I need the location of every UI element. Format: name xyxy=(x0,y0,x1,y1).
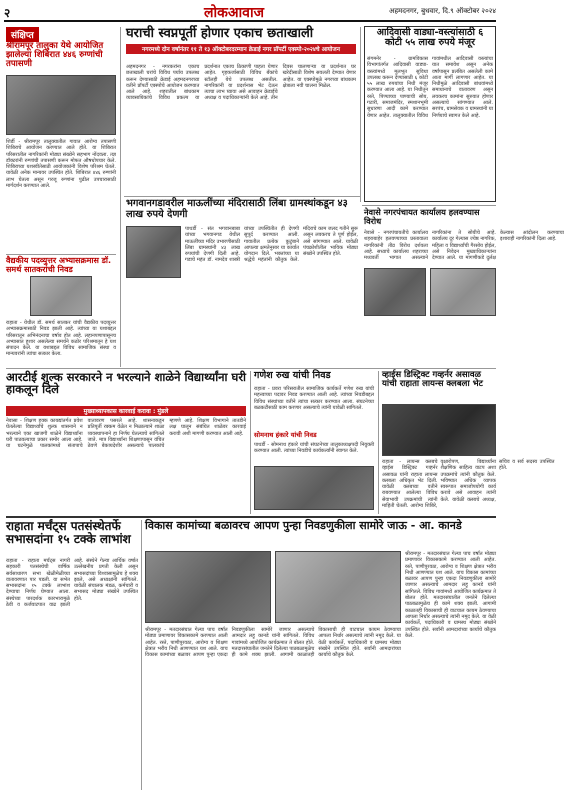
bottom-right-body-side xyxy=(405,551,496,790)
rte-callout: मुख्याध्यापकास कारवाई करावा : मुंडले xyxy=(6,406,246,416)
center-low-subhead: सोमनाथ हंकारे यांची निवड xyxy=(254,431,317,439)
page-number: २ xyxy=(4,6,11,20)
center-top-deck: नगरमध्ये दोन वर्षानंतर ११ ते १३ ऑक्टोबरदरम्यान क्रेडाई नगर प्रॉपर्टी एक्स्पो-२०२४चे आयोजन xyxy=(126,44,356,54)
left-story2-body: राहाता - येथील डॉ. समर्थ सातकर यांची वैद्यकीय पदव्युत्तर अभ्यासक्रमासाठी निवड झाली आहे. त्यांच्या या यशाबद्दल परिसरातून अभिनंदनाचा वर्षाव होत आहे. लहानपणापासूनच अभ्यासात हुशार असलेल्या समर्थने कठोर परिश्रमातून हे यश संपादन केले. या यशाबद्दल विविध सामाजिक संस्था व मान्यवरांनी त्यांचा सत्कार केला. xyxy=(6,320,116,358)
center-mid-body: पाथर्डी - संत भगवानबाबा यांच्या भगवानगड येथील माऊलींच्या मंदिर उभारणीसाठी लिंबा ग्रामस्थांनी ४३ लाख रुपयांची देणगी दिली आहे. गडाचे महंत डॉ. नामदेव शास्त्री यांच्या उपस्थितीत ही देणगी सुपूर्द करण्यात आली. गावातील प्रत्येक कुटुंबाने आपल्या क्षमतेनुसार या कार्यात योगदान दिले. भक्तांच्या या श्रद्धेचे महंतांनी कौतुक केले. मंदिराचे काम जलद गतीने सुरू असून लवकरच ते पूर्ण होईल, असे सांगण्यात आले. यावेळी पंचक्रोशीतील भाविक मोठ्या संख्येने उपस्थित होते. xyxy=(185,226,358,264)
center-top-body: अहमदनगर - नगरकरांना एकाच छताखाली घरांचे विविध पर्याय उपलब्ध करून देण्यासाठी क्रेडाई अहमदनगरच्या वतीने प्रॉपर्टी एक्स्पोचे आयोजन करण्यात आले आहे. शहरातील बांधकाम व्यावसायिकांचे विविध प्रकल्प या प्रदर्शनात एकाच ठिकाणी पाहता येणार आहेत. गृहकर्जासाठी विविध बँकांचे स्टॉलही येथे उपलब्ध असतील. नागरिकांनी या प्रदर्शनास भेट देऊन त्याचा लाभ घ्यावा असे आवाहन क्रेडाईचे अध्यक्ष व पदाधिकाऱ्यांनी केले आहे. तीन दिवस चालणाऱ्या या प्रदर्शनात घर खरेदीसाठी विशेष सवलती देण्यात येणार आहेत. या एक्स्पोमुळे नगरच्या बांधकाम क्षेत्राला नवी चालना मिळेल. xyxy=(126,64,356,102)
center-low-body: राहाता - प्रवरा परिसरातील सामाजिक कार्यकर्ते गणेश रुख यांची महत्त्वाच्या पदावर निवड करण्यात आली आहे. त्यांच्या निवडीबद्दल विविध संस्थांच्या वतीने त्यांचा सत्कार करण्यात आला. संघटनेच्या बळकटीसाठी काम करणार असल्याचे त्यांनी यावेळी सांगितले. xyxy=(254,386,374,411)
left-story2-photo xyxy=(30,276,92,316)
newspaper-brand: लोकआवाज xyxy=(204,5,264,21)
center-mid-headline: भगवानगडावरील माऊलींच्या मंदिरासाठी लिंबा ग्रामस्थांकडून ४३ लाख रुपये देणगी xyxy=(126,198,348,220)
right-low-photo xyxy=(382,404,496,456)
center-low-photo xyxy=(254,466,374,510)
bottom-right-photo xyxy=(145,551,271,623)
right-low-body: राहाता - लायन्स क्लबचे व्हाईस डिस्ट्रिक्ट गव्हर्नर असावळ यांनी राहाता लायन्स क्लबला अधिकृत भेट दिली. यावेळी क्लबच्या वतीने राबवण्यात आलेल्या विविध सेवाभावी उपक्रमांची त्यांनी माहिती घेतली. आरोग्य शिबिरे, वृक्षारोपण, विद्यार्थ्यांना शैक्षणिक साहित्य वाटप अशा उपक्रमांचे त्यांनी कौतुक केले. भविष्यात अधिक व्यापक स्वरूपात समाजोपयोगी कार्य करावे असे आवाहन त्यांनी केले. यावेळी क्लबचे अध्यक्ष, सचिव व सर्व सदस्य उपस्थित होते. xyxy=(382,459,555,510)
center-top-headline: घराची स्वप्नपूर्ती होणार एकाच छताखाली xyxy=(126,26,314,41)
rte-headline: आरटीई शुल्क सरकारने न भरल्याने शाळेने विद्यार्थ्यांना घरी हाकलून दिले xyxy=(6,370,247,397)
right-low-headline: व्हाईस डिस्ट्रिक्ट गव्हर्नर असावळ यांची राहाता लायन्स क्लबला भेट xyxy=(382,370,483,390)
right-mid-photo-2 xyxy=(430,268,496,316)
left-story1-headline: श्रीरामपूर तालुका येथे आयोजित झालेल्या शिबिरात ४४६ रुग्णांची तपासणी xyxy=(6,41,104,70)
right-mid-body: नेवासे - नगरपंचायतीचे कार्यालय शहराबाहेर हलवण्याच्या प्रस्तावाला नागरिकांनी तीव्र विरोध दर्शवला आहे. सध्याचे कार्यालय शहराच्या मध्यवर्ती भागात असल्याने नागरिकांना ते सोयीचे आहे. कार्यालय दूर गेल्यास ज्येष्ठ नागरिक, महिला व विद्यार्थ्यांची गैरसोय होईल, असे निवेदन मुख्याधिकाऱ्यांना देण्यात आले. या मागणीकडे दुर्लक्ष केल्यास आंदोलन करण्याचा इशाराही नागरिकांनी दिला आहे. xyxy=(364,230,564,262)
center-low-headline: गणेश रुख यांची निवड xyxy=(254,370,331,381)
left-story1-body: शिर्डी - श्रीरामपूर तालुक्यातील गावात आरोग्य तपासणी शिबिराचे आयोजन करण्यात आले होते. या शिबिरात परिसरातील नागरिकांनी मोठ्या संख्येने सहभाग नोंदवला. तज्ञ डॉक्टरांनी रुग्णांची तपासणी करून मोफत औषधोपचार केले. शिबिराच्या यशस्वीतेसाठी आयोजकांनी विशेष परिश्रम घेतले. यावेळी अनेक मान्यवर उपस्थित होते. शिबिरात ४४६ रुग्णांनी लाभ घेतला असून गरजू रुग्णांना पुढील उपचारासाठी मार्गदर्शन करण्यात आले. xyxy=(6,139,116,190)
center-low-body-2: पाथर्डी - सोमनाथ हंकारे यांची संघटनेच्या तालुकाध्यक्षपदी नियुक्ती करण्यात आली. त्यांच्या निवडीचे कार्यकर्त्यांनी स्वागत केले. xyxy=(254,442,374,455)
bottom-left-body: राहाता - राहाता मर्चंट्स नागरी सहकारी पतसंस्थेची वार्षिक सर्वसाधारण सभा खेळीमेळीच्या वातावरणात पार पडली. या सभेत सभासदांना १५ टक्के लाभांश देण्याचा निर्णय घेण्यात आला. संस्थेच्या पारदर्शक कारभारामुळे ठेवी व कर्जवाटपात वाढ झाली आहे. संस्थेने गेल्या आर्थिक वर्षात उल्लेखनीय प्रगती केली असून सभासदांच्या विश्वासामुळेच हे शक्य झाले, असे अध्यक्षांनी सांगितले. यावेळी संचालक मंडळ, कर्मचारी व सभासद मोठ्या संख्येने उपस्थित होते. xyxy=(6,558,138,609)
bottom-right-side-text: श्रीरामपूर - मतदारसंघात गेल्या पाच वर्षांत मोठ्या प्रमाणावर विकासकामे करण्यात आली आहेत. रस्ते, पाणीपुरवठा, आरोग्य व शिक्षण क्षेत्रात भरीव निधी आणण्यात यश आले. याच विकास कामांच्या बळावर आपण पुन्हा एकदा निवडणुकीला सामोरे जाणार असल्याचे आमदार लहू कानडे यांनी सांगितले. विविध गावांमध्ये आयोजित कार्यक्रमात ते बोलत होते. मतदारसंघातील जनतेने दिलेल्या पाठबळामुळेच ही कामे शक्य झाली. आगामी काळातही विकासाची ही वाटचाल कायम ठेवण्याचा आपला निर्धार असल्याचे त्यांनी नमूद केले. या वेळी कार्यकर्ते, पदाधिकारी व ग्रामस्थ मोठ्या संख्येने उपस्थित होते. सर्वांनी आमदारांच्या कार्याचे कौतुक केले. xyxy=(405,551,496,639)
rte-body: नेवासा - शिक्षण हक्क कायद्यांतर्गत प्रवेश घेतलेल्या विद्यार्थ्यांचे शुल्क शासनाने न भरल्याने एका खाजगी शाळेने विद्यार्थ्यांना घरी पाठवल्याचा प्रकार समोर आला आहे. या घटनेमुळे पालकांमध्ये संतापाचे वातावरण पसरले आहे. शासनाकडून प्रतिपूर्ती रक्कम वेळेत न मिळाल्याने शाळा व्यवस्थापनाने हा निर्णय घेतल्याचे सांगितले जाते. मात्र विद्यार्थ्यांना शिक्षणापासून वंचित ठेवणे बेकायदेशीर असल्याचे पालकांचे म्हणणे आहे. शिक्षण विभागाने तातडीने लक्ष घालून संबंधित शाळेवर कारवाई करावी अशी मागणी करण्यात आली आहे. xyxy=(6,418,246,450)
bottom-right-headline: विकास कामांच्या बळावरच आपण पुन्हा निवडणुकीला सामोरे जाऊ - आ. कानडे xyxy=(145,519,462,532)
right-top-body: संगमनेर - ग्रामविकास विभागांतर्गत आदिवासी वाड्या-वस्त्यांमध्ये मूलभूत सुविधा उपलब्ध करून देण्यासाठी ६ कोटी ५५ लाख रुपयांचा निधी मंजूर करण्यात आला आहे. या निधीतून रस्ते, पिण्याच्या पाण्याची सोय, गटारी, समाजमंदिर, स्मशानभूमी सुधारणा आदी कामे करण्यात येणार आहेत. तालुक्यातील विविध गावांमधील आदिवासी वस्त्यांचा यात समावेश असून अनेक वर्षांपासून प्रलंबित असलेली कामे आता मार्गी लागणार आहेत. या निधीमुळे आदिवासी बांधवांमध्ये समाधानाचे वातावरण असून लवकरच कामांना सुरुवात होणार असल्याचे सांगण्यात आले. सरपंच, ग्रामसेवक व ग्रामस्थांनी या निर्णयाचे स्वागत केले आहे. xyxy=(367,56,493,119)
right-mid-photo xyxy=(364,268,426,316)
bottom-right-body: श्रीरामपूर - मतदारसंघात गेल्या पाच वर्षांत मोठ्या प्रमाणावर विकासकामे करण्यात आली आहेत. रस्ते, पाणीपुरवठा, आरोग्य व शिक्षण क्षेत्रात भरीव निधी आणण्यात यश आले. याच विकास कामांच्या बळावर आपण पुन्हा एकदा निवडणुकीला सामोरे जाणार असल्याचे आमदार लहू कानडे यांनी सांगितले. विविध गावांमध्ये आयोजित कार्यक्रमात ते बोलत होते. मतदारसंघातील जनतेने दिलेल्या पाठबळामुळेच ही कामे शक्य झाली. आगामी काळातही विकासाची ही वाटचाल कायम ठेवण्याचा आपला निर्धार असल्याचे त्यांनी नमूद केले. या वेळी कार्यकर्ते, पदाधिकारी व ग्रामस्थ मोठ्या संख्येने उपस्थित होते. सर्वांनी आमदारांच्या कार्याचे कौतुक केले. xyxy=(145,627,401,659)
right-top-headline: आदिवासी वाड्या-वस्त्यांसाठी ६ कोटी ५५ लाख रुपये मंजूर xyxy=(376,27,484,49)
masthead xyxy=(4,4,496,22)
bottom-left-headline: राहाता मर्चंट्स पतसंस्थेतर्फे सभासदांना १५ टक्के लाभांश xyxy=(6,519,131,546)
date-line: अहमदनगर, बुधवार, दि.९ ऑक्टोबर २०२४ xyxy=(388,7,496,15)
right-mid-headline: नेवासे नगरपंचायत कार्यालय हलवण्यास विरोध xyxy=(364,207,480,226)
left-story1-photo xyxy=(6,75,116,135)
section-tag: संक्षिप्त xyxy=(6,27,39,42)
center-mid-photo xyxy=(126,226,181,278)
bottom-right-photo-2 xyxy=(275,551,401,623)
left-story2-headline: वैद्यकीय पदव्युत्तर अभ्यासक्रमास डॉ. समर्थ सातकरांची निवड xyxy=(6,256,112,274)
